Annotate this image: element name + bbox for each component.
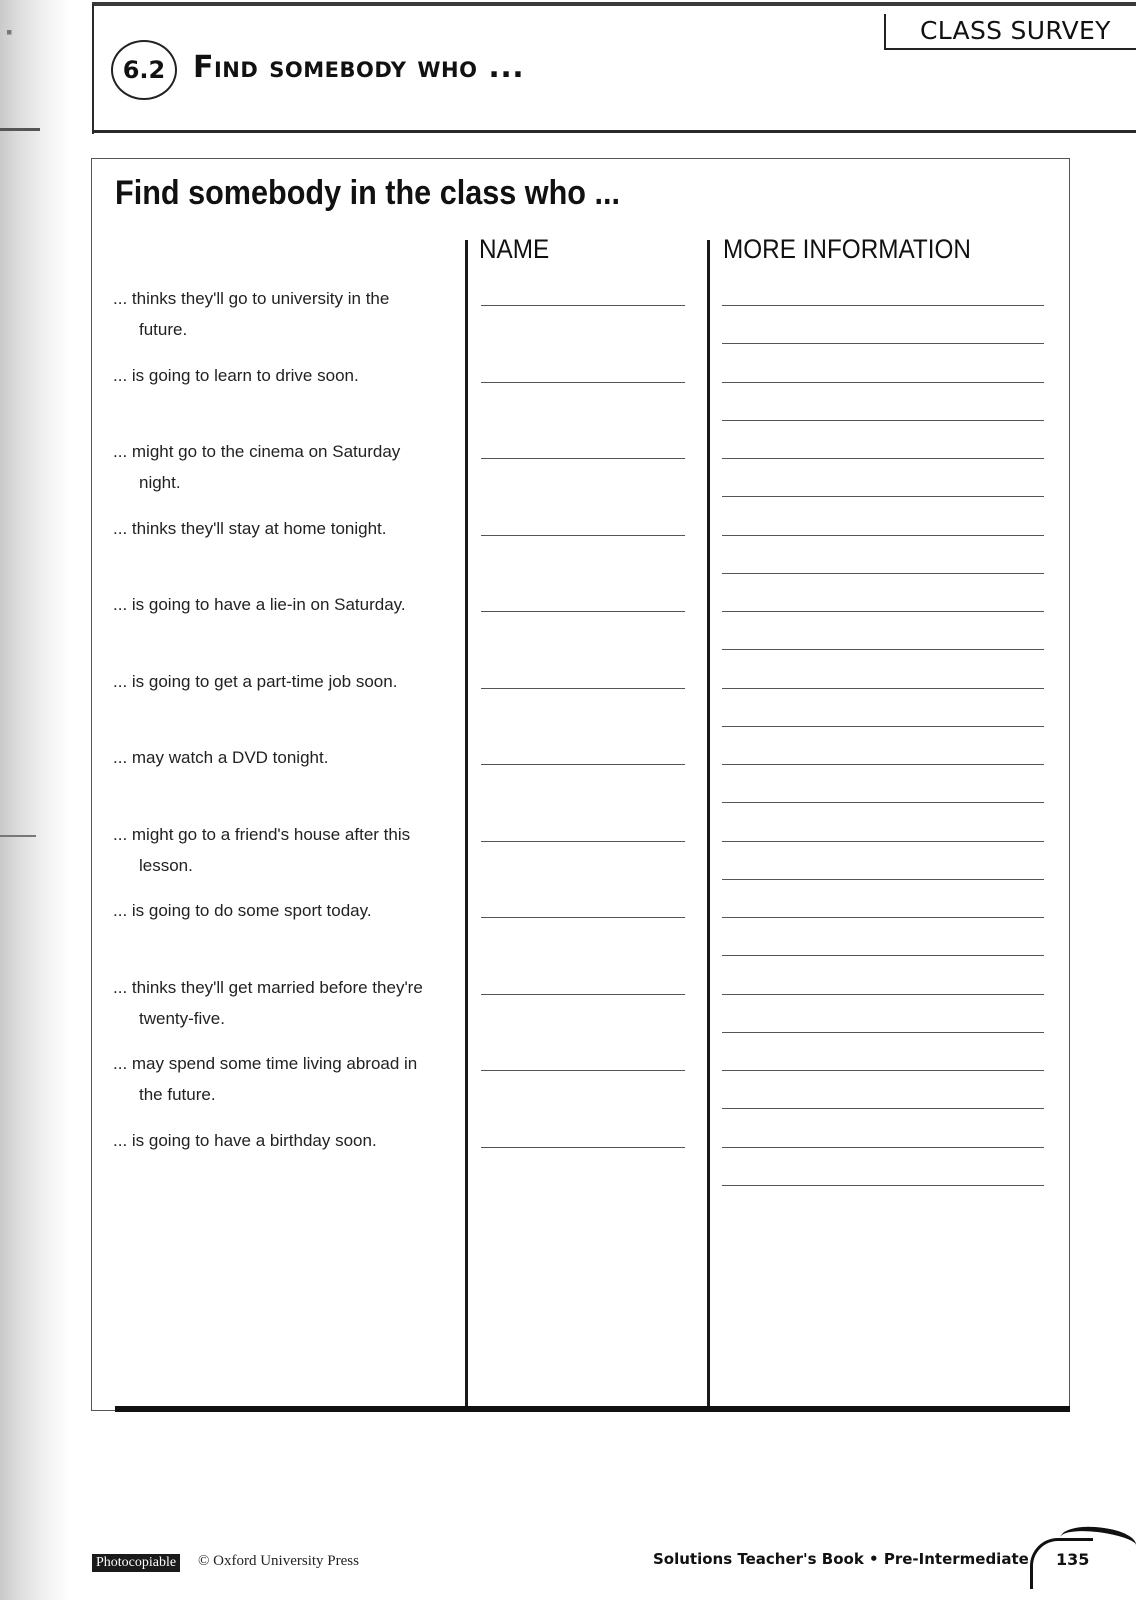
survey-item: [113, 666, 463, 697]
survey-item-text: ... might go to a friend's house after this: [113, 825, 411, 844]
info-write-line[interactable]: [722, 879, 1044, 880]
gutter-mark-icon: ▪: [6, 22, 13, 42]
info-write-line[interactable]: [722, 611, 1044, 612]
survey-item: [113, 513, 463, 544]
name-write-line[interactable]: [481, 688, 685, 689]
photocopiable-badge: Photocopiable: [92, 1554, 180, 1572]
survey-item-text: ... might go to the cinema on Saturday: [113, 442, 401, 461]
info-write-line[interactable]: [722, 1070, 1044, 1071]
info-write-line[interactable]: [722, 726, 1044, 727]
name-column-header: NAME: [479, 234, 550, 264]
info-write-line[interactable]: [722, 305, 1044, 306]
info-write-line[interactable]: [722, 535, 1044, 536]
info-write-line[interactable]: [722, 382, 1044, 383]
name-column-divider: [465, 240, 468, 1412]
page-gutter-shadow: [0, 0, 70, 1600]
unit-number: 6.2: [122, 56, 166, 84]
name-write-line[interactable]: [481, 917, 685, 918]
info-write-line[interactable]: [722, 994, 1044, 995]
survey-item-text: ... thinks they'll stay at home tonight.: [113, 519, 387, 538]
survey-item-text: ... is going to do some sport today.: [113, 901, 372, 920]
survey-item: [113, 972, 463, 1034]
survey-item-text-continued: night.: [139, 473, 181, 492]
info-write-line[interactable]: [722, 1185, 1044, 1186]
info-column-header: MORE INFORMATION: [723, 234, 971, 264]
survey-item-text-continued: lesson.: [139, 856, 193, 875]
worksheet-bottom-bar: [115, 1406, 1070, 1412]
survey-item-text: ... may watch a DVD tonight.: [113, 748, 329, 767]
info-write-line[interactable]: [722, 458, 1044, 459]
survey-item: [113, 1048, 463, 1110]
info-write-line[interactable]: [722, 802, 1044, 803]
name-write-line[interactable]: [481, 764, 685, 765]
survey-item: [113, 436, 463, 498]
name-write-line[interactable]: [481, 382, 685, 383]
name-write-line[interactable]: [481, 305, 685, 306]
name-write-line[interactable]: [481, 994, 685, 995]
name-write-line[interactable]: [481, 1070, 685, 1071]
survey-item-text: ... is going to have a lie-in on Saturday.: [113, 595, 406, 614]
survey-item-text-continued: twenty-five.: [139, 1009, 225, 1028]
worksheet-title: Find somebody in the class who ...: [115, 174, 620, 212]
info-write-line[interactable]: [722, 420, 1044, 421]
header-top-rule: [92, 2, 1136, 6]
survey-item-text: ... is going to have a birthday soon.: [113, 1131, 377, 1150]
survey-item-text: ... is going to learn to drive soon.: [113, 366, 359, 385]
info-write-line[interactable]: [722, 649, 1044, 650]
unit-title: Find somebody who ...: [193, 50, 525, 85]
survey-item-text-continued: future.: [139, 320, 188, 339]
survey-item: [113, 895, 463, 926]
survey-item-text: ... thinks they'll go to university in the: [113, 289, 390, 308]
name-write-line[interactable]: [481, 458, 685, 459]
survey-item: [113, 283, 463, 345]
header-bottom-rule: [92, 130, 1136, 133]
name-write-line[interactable]: [481, 611, 685, 612]
info-write-line[interactable]: [722, 1108, 1044, 1109]
survey-item-text: ... may spend some time living abroad in: [113, 1054, 418, 1073]
header-left-rule: [92, 4, 94, 134]
survey-item-text: ... is going to get a part-time job soon.: [113, 672, 398, 691]
survey-item: [113, 742, 463, 773]
info-write-line[interactable]: [722, 688, 1044, 689]
info-write-line[interactable]: [722, 1147, 1044, 1148]
unit-number-badge: [111, 40, 177, 100]
info-write-line[interactable]: [722, 955, 1044, 956]
gutter-rule: [0, 128, 40, 131]
category-label: CLASS SURVEY: [920, 16, 1111, 45]
worksheet-frame: [91, 158, 1070, 1411]
copyright-text: © Oxford University Press: [198, 1553, 359, 1569]
info-column-divider: [707, 240, 710, 1412]
info-write-line[interactable]: [722, 343, 1044, 344]
survey-item: [113, 360, 463, 391]
name-write-line[interactable]: [481, 841, 685, 842]
book-title: Solutions Teacher's Book • Pre-Intermediate: [653, 1550, 1029, 1568]
gutter-rule: [0, 835, 36, 837]
name-write-line[interactable]: [481, 535, 685, 536]
page-number: 135: [1056, 1550, 1090, 1569]
name-write-line[interactable]: [481, 1147, 685, 1148]
info-write-line[interactable]: [722, 1032, 1044, 1033]
info-write-line[interactable]: [722, 573, 1044, 574]
survey-item: [113, 819, 463, 881]
info-write-line[interactable]: [722, 917, 1044, 918]
info-write-line[interactable]: [722, 496, 1044, 497]
survey-item-text-continued: the future.: [139, 1085, 216, 1104]
survey-item: [113, 589, 463, 620]
info-write-line[interactable]: [722, 841, 1044, 842]
survey-item: [113, 1125, 463, 1156]
info-write-line[interactable]: [722, 764, 1044, 765]
survey-item-text: ... thinks they'll get married before they're: [113, 978, 423, 997]
